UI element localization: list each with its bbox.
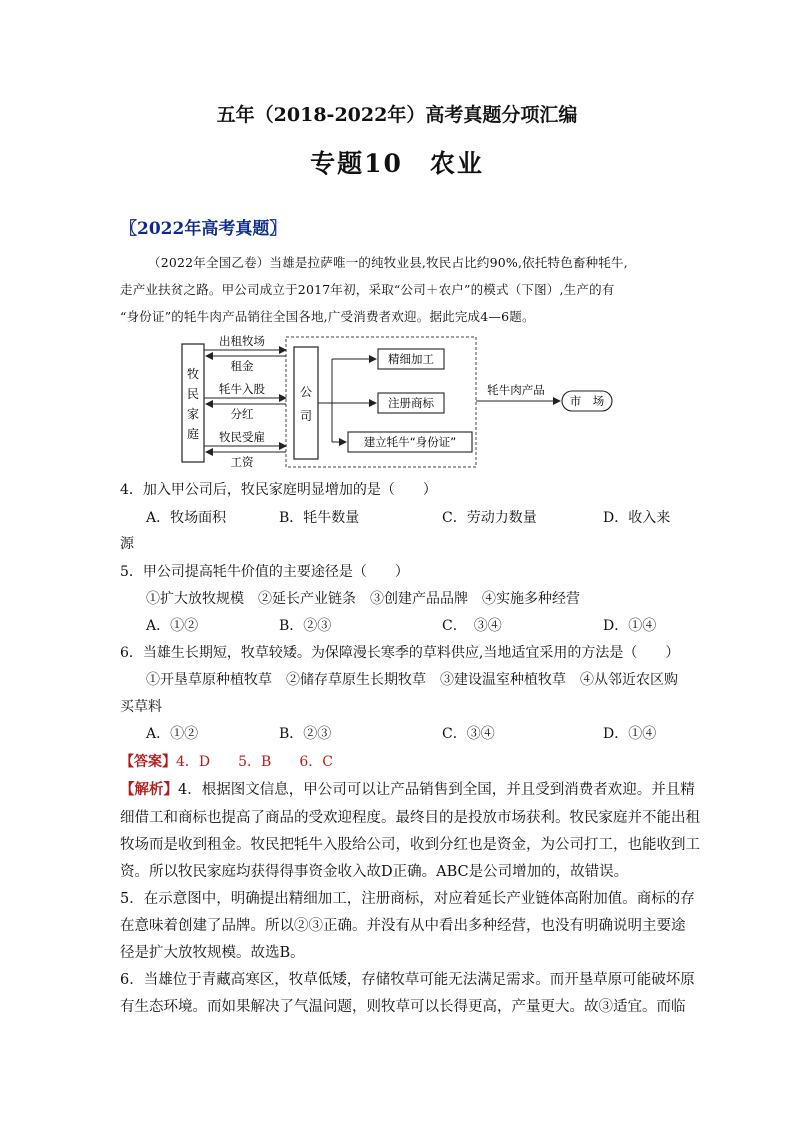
answer-label: 【答案】 — [120, 754, 176, 770]
herder-char-3: 家 — [186, 407, 200, 421]
company-char-2: 司 — [299, 409, 313, 423]
q5-option-d: D．①④ — [603, 618, 657, 634]
analysis-line-8: 6．当雄位于青藏高寒区，牧草低矮，存储牧草可能无法满足需求。而开垦草原可能破坏原 — [120, 972, 695, 988]
q5-option-b: B．②③ — [279, 618, 332, 634]
q4-option-d-wrap: 源 — [120, 536, 134, 552]
herder-char-1: 牧 — [186, 367, 200, 381]
analysis-text-1: 4．根据图文信息，甲公司可以让产品销售到全国，并且受到消费者欢迎。并且精 — [178, 782, 695, 798]
analysis-line-6: 在意味着创建了品牌。所以②③正确。并没有从中看出多种经营，也没有明确说明主要途 — [120, 918, 686, 934]
q6-items: ①开垦草原种植牧草 ②储存草原生长期牧草 ③建设温室种植牧草 ④从邻近农区购 — [146, 672, 678, 688]
answer-line — [120, 751, 333, 771]
herder-family-box — [182, 344, 204, 462]
company-char-1: 公 — [299, 385, 313, 399]
answer-text: 4．D 5．B 6．C — [176, 754, 333, 770]
label-rent-pasture: 出租牧场 — [219, 334, 265, 348]
topic-title: 专题10 农业 — [310, 149, 484, 178]
intro-line-3: “身份证”的牦牛肉产品销往全国各地,广受消费者欢迎。据此完成4—6题。 — [120, 309, 535, 324]
q4-option-a: A．牧场面积 — [146, 510, 227, 526]
market-label: 市 场 — [569, 394, 605, 408]
analysis-line-4: 资。所以牧民家庭均获得得事资金收入故D正确。ABC是公司增加的，故错误。 — [120, 864, 629, 880]
analysis-label: 【解析】 — [120, 781, 178, 798]
q4-option-b: B．牦牛数量 — [279, 510, 360, 526]
q4-option-d: D．收入来 — [603, 510, 671, 526]
intro-line-1: （2022年全国乙卷）当雄是拉萨唯一的纯牧业县,牧民占比约90%,依托特色畜种牦牛, — [148, 255, 628, 270]
trademark-label: 注册商标 — [388, 396, 434, 410]
company-farmer-model-diagram — [176, 332, 626, 472]
analysis-line-9: 有生态环境。而如果解决了气温问题，则牧草可以长得更高，产量更大。故③适宜。而临 — [120, 999, 686, 1015]
q6-option-c: C．③④ — [442, 726, 495, 742]
q6-option-d: D．①④ — [603, 726, 657, 742]
document-title: 五年（2018-2022年）高考真题分项汇编 — [216, 104, 578, 126]
fine-processing-label: 精细加工 — [388, 352, 434, 366]
label-dividend: 分红 — [230, 407, 254, 421]
section-label: 〖2022年高考真题〗 — [120, 219, 287, 239]
intro-line-2: 走产业扶贫之路。甲公司成立于2017年初，采取“公司＋农户”的模式（下图）,生产的有 — [120, 282, 615, 297]
q6-stem: 6．当雄生长期短，牧草较矮。为保障漫长寒季的草料供应,当地适宜采用的方法是（ ） — [120, 645, 680, 661]
label-wage: 工资 — [230, 455, 254, 469]
q6-option-a: A．①② — [146, 726, 199, 742]
analysis-line-7: 径是扩大放牧规模。故选B。 — [120, 945, 305, 961]
label-rent: 租金 — [230, 359, 254, 373]
yak-id-label: 建立牦牛“身份证” — [363, 435, 457, 449]
q4-stem: 4．加入甲公司后，牧民家庭明显增加的是（ ） — [120, 482, 437, 498]
q5-stem: 5．甲公司提高牦牛价值的主要途径是（ ） — [120, 564, 409, 580]
yak-meat-product-label: 牦牛肉产品 — [487, 383, 545, 397]
company-box — [294, 347, 318, 459]
analysis-line-3: 牧场而是收到租金。牧民把牦牛入股给公司，收到分红也是资金，为公司打工，也能收到工 — [120, 837, 700, 853]
analysis-line-2: 细借工和商标也提高了商品的受欢迎程度。最终目的是投放市场获利。牧民家庭并不能出租 — [120, 810, 700, 826]
q5-option-c: C． ③④ — [442, 618, 502, 634]
label-herder-employed: 牧民受雇 — [219, 430, 265, 444]
q6-option-b: B．②③ — [279, 726, 332, 742]
analysis-line-5: 5．在示意图中，明确提出精细加工，注册商标，对应着延长产业链体高附加值。商标的存 — [120, 891, 695, 907]
q5-option-a: A．①② — [146, 618, 199, 634]
q5-items: ①扩大放牧规模 ②延长产业链条 ③创建产品品牌 ④实施多种经营 — [146, 591, 580, 607]
q6-items-wrap: 买草料 — [120, 699, 162, 715]
q4-option-c: C．劳动力数量 — [442, 510, 537, 526]
label-yak-shares: 牦牛入股 — [219, 382, 265, 396]
herder-char-4: 庭 — [186, 427, 200, 441]
herder-char-2: 民 — [186, 387, 200, 401]
analysis-line-1 — [120, 778, 695, 799]
